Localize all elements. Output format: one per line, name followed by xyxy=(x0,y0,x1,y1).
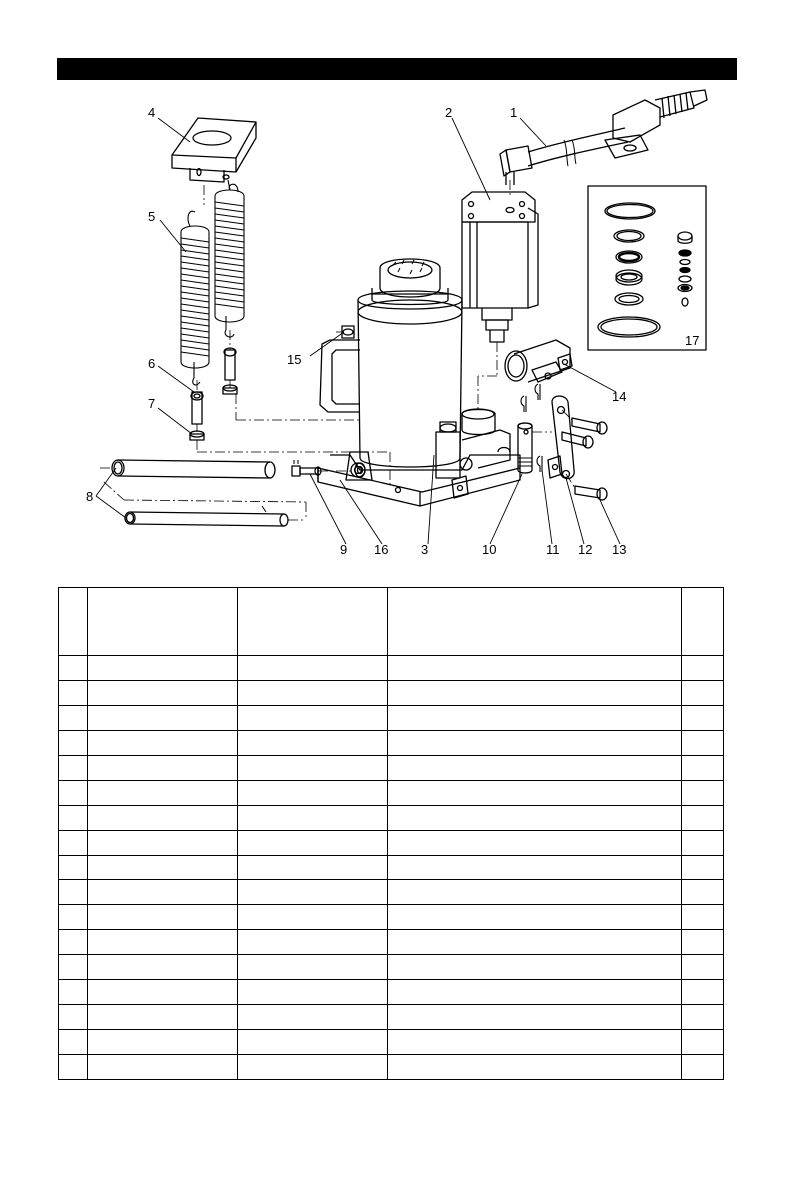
table-cell xyxy=(682,730,724,755)
callout-4: 4 xyxy=(148,105,156,120)
table-cell xyxy=(88,1055,238,1080)
table-cell xyxy=(88,830,238,855)
table-cell xyxy=(388,730,682,755)
table-cell xyxy=(388,855,682,880)
table-cell xyxy=(682,855,724,880)
table-cell xyxy=(238,805,388,830)
callout-5: 5 xyxy=(148,209,156,224)
table-cell xyxy=(682,780,724,805)
table-cell xyxy=(238,656,388,681)
table-cell xyxy=(388,905,682,930)
callout-3: 3 xyxy=(421,542,429,557)
table-cell xyxy=(59,855,88,880)
table-cell xyxy=(682,656,724,681)
table-row xyxy=(59,1030,724,1055)
table-cell xyxy=(388,1030,682,1055)
table-row xyxy=(59,805,724,830)
table-cell xyxy=(388,805,682,830)
table-cell xyxy=(88,980,238,1005)
table-cell xyxy=(59,705,88,730)
table-cell xyxy=(682,905,724,930)
table-cell xyxy=(682,880,724,905)
part-pump-body xyxy=(462,192,538,342)
table-row xyxy=(59,730,724,755)
table-cell xyxy=(59,680,88,705)
table-cell xyxy=(388,780,682,805)
callout-6: 6 xyxy=(148,356,156,371)
table-cell xyxy=(88,955,238,980)
table-row xyxy=(59,656,724,681)
table-cell xyxy=(59,780,88,805)
table-cell xyxy=(388,755,682,780)
table-cell xyxy=(388,880,682,905)
table-cell xyxy=(88,656,238,681)
table-row xyxy=(59,980,724,1005)
table-cell xyxy=(238,1030,388,1055)
table-cell xyxy=(88,805,238,830)
table-cell xyxy=(59,930,88,955)
table-cell xyxy=(682,980,724,1005)
table-row xyxy=(59,855,724,880)
exploded-parts-diagram xyxy=(0,0,794,580)
part-release-valve xyxy=(292,460,321,476)
part-socket xyxy=(505,340,572,382)
table-cell xyxy=(59,755,88,780)
callout-12: 12 xyxy=(578,542,593,557)
table-cell xyxy=(388,980,682,1005)
table-cell xyxy=(59,805,88,830)
part-jack-body xyxy=(318,259,520,506)
table-cell xyxy=(682,680,724,705)
table-cell xyxy=(59,830,88,855)
table-header-row xyxy=(59,588,724,656)
table-cell xyxy=(59,905,88,930)
table-cell xyxy=(238,755,388,780)
table-cell xyxy=(59,955,88,980)
table-cell xyxy=(682,830,724,855)
table-cell xyxy=(388,1005,682,1030)
table-cell xyxy=(88,730,238,755)
table-cell xyxy=(238,780,388,805)
table-cell xyxy=(88,855,238,880)
table-cell xyxy=(682,930,724,955)
table-cell xyxy=(388,656,682,681)
table-cell xyxy=(682,755,724,780)
table-cell xyxy=(388,1055,682,1080)
table-cell xyxy=(238,680,388,705)
table-cell xyxy=(388,830,682,855)
table-row xyxy=(59,680,724,705)
table-cell xyxy=(59,656,88,681)
header-cell xyxy=(88,588,238,656)
part-link-plate xyxy=(548,396,574,479)
table-cell xyxy=(88,880,238,905)
part-top-plate xyxy=(172,118,256,182)
table-cell xyxy=(88,905,238,930)
header-cell xyxy=(388,588,682,656)
table-cell xyxy=(238,855,388,880)
callout-labels xyxy=(86,105,699,557)
table-cell xyxy=(88,1005,238,1030)
table-cell xyxy=(238,1005,388,1030)
callout-16: 16 xyxy=(374,542,389,557)
callout-9: 9 xyxy=(340,542,348,557)
part-handle-tubes xyxy=(112,460,288,526)
table-row xyxy=(59,830,724,855)
table-cell xyxy=(238,880,388,905)
table-cell xyxy=(682,1005,724,1030)
header-cell xyxy=(59,588,88,656)
table-cell xyxy=(238,830,388,855)
table-row xyxy=(59,705,724,730)
callout-7: 7 xyxy=(148,396,156,411)
table-cell xyxy=(238,705,388,730)
part-seal-kit xyxy=(588,186,706,350)
table-cell xyxy=(388,705,682,730)
table-row xyxy=(59,880,724,905)
table-cell xyxy=(59,730,88,755)
callout-13: 13 xyxy=(612,542,627,557)
table-cell xyxy=(682,1055,724,1080)
part-handle xyxy=(500,90,707,185)
callout-2: 2 xyxy=(445,105,453,120)
table-cell xyxy=(238,1055,388,1080)
table-cell xyxy=(388,680,682,705)
table-row xyxy=(59,930,724,955)
callout-10: 10 xyxy=(482,542,497,557)
parts-list-table xyxy=(58,587,724,1080)
table-row xyxy=(59,1005,724,1030)
table-cell xyxy=(682,1030,724,1055)
table-cell xyxy=(59,1005,88,1030)
table-row xyxy=(59,1055,724,1080)
table-row xyxy=(59,955,724,980)
callout-11: 11 xyxy=(546,542,560,557)
table-cell xyxy=(238,930,388,955)
callout-8: 8 xyxy=(86,489,94,504)
table-cell xyxy=(682,955,724,980)
table-cell xyxy=(59,880,88,905)
table-cell xyxy=(88,705,238,730)
table-cell xyxy=(88,755,238,780)
table-cell xyxy=(88,780,238,805)
table-cell xyxy=(59,980,88,1005)
header-cell xyxy=(238,588,388,656)
table-cell xyxy=(88,930,238,955)
table-cell xyxy=(388,955,682,980)
table-cell xyxy=(238,955,388,980)
table-cell xyxy=(388,930,682,955)
callout-14: 14 xyxy=(612,389,627,404)
callout-1: 1 xyxy=(510,105,518,120)
table-cell xyxy=(238,980,388,1005)
table-cell xyxy=(238,730,388,755)
table-cell xyxy=(682,705,724,730)
header-cell xyxy=(682,588,724,656)
callout-15: 15 xyxy=(287,352,302,367)
table-cell xyxy=(88,680,238,705)
table-cell xyxy=(682,805,724,830)
table-cell xyxy=(88,1030,238,1055)
table-cell xyxy=(59,1030,88,1055)
table-cell xyxy=(238,905,388,930)
table-cell xyxy=(59,1055,88,1080)
table-row xyxy=(59,905,724,930)
table-row xyxy=(59,755,724,780)
table-row xyxy=(59,780,724,805)
part-pivot-pin xyxy=(518,423,532,473)
callout-17: 17 xyxy=(685,333,700,348)
